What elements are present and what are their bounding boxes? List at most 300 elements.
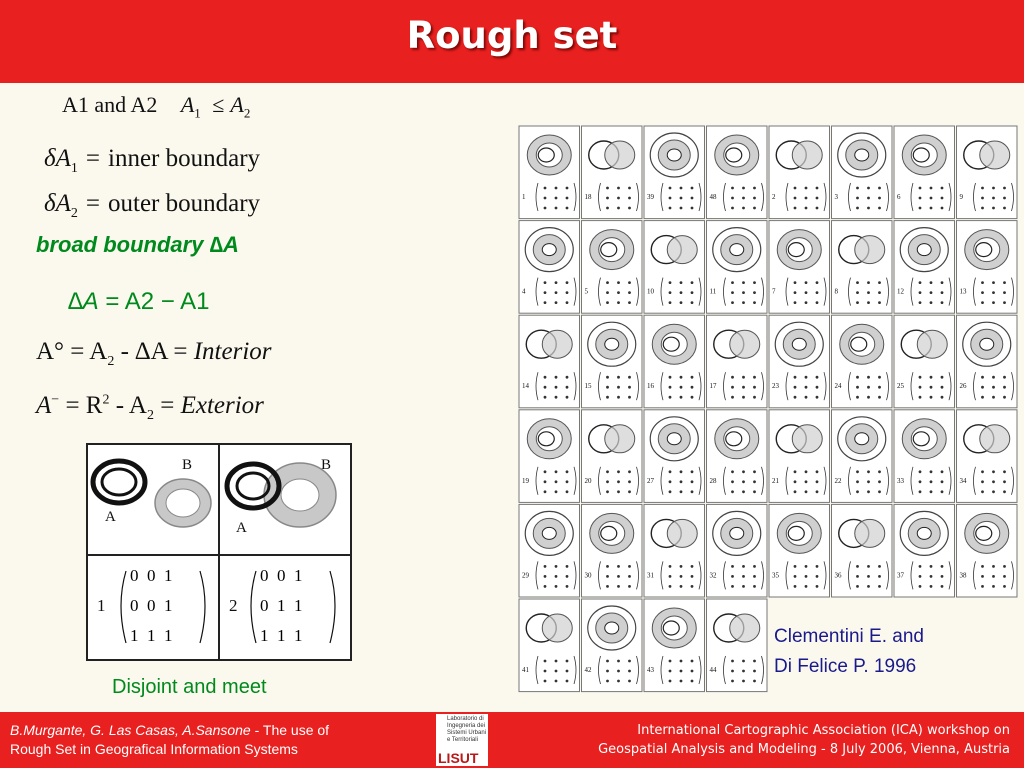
matrix-entry (878, 301, 881, 304)
inner-boundary-text: inner boundary (108, 145, 261, 172)
relation-number: 12 (897, 287, 904, 296)
interior-text: Interior (193, 338, 272, 365)
matrix-entry (680, 660, 683, 663)
matrix-entry (669, 301, 672, 304)
relation-cell (707, 599, 768, 692)
matrix-entry (930, 585, 933, 588)
matrix-entry (992, 575, 995, 578)
matrix-entry (731, 480, 734, 483)
region-b2-inner (281, 479, 319, 511)
matrix-entry (753, 396, 756, 399)
matrix-entry (794, 291, 797, 294)
relation-cell (582, 126, 643, 219)
matrix-entry (878, 187, 881, 190)
matrix-entry (628, 301, 631, 304)
matrix-entry (742, 301, 745, 304)
matrix-entry (628, 291, 631, 294)
matrix-entry (544, 670, 547, 673)
matrix-entry (628, 670, 631, 673)
matrix-entry (992, 396, 995, 399)
matrix-entry (544, 301, 547, 304)
matrix-entry (731, 660, 734, 663)
matrix-entry (680, 480, 683, 483)
matrix-entry (617, 670, 620, 673)
relation-number: 44 (709, 666, 717, 674)
relation-cell (582, 410, 643, 503)
matrix-entry (628, 197, 631, 200)
matrix-entry (544, 470, 547, 473)
relation-region-a (730, 244, 744, 256)
matrix-entry (816, 376, 819, 379)
matrix-entry (680, 376, 683, 379)
relation-cell (957, 410, 1018, 503)
matrix-entry (867, 281, 870, 284)
matrix-entry (992, 386, 995, 389)
matrix-entry (731, 575, 734, 578)
relation-region-a (605, 622, 619, 634)
matrix-entry (753, 187, 756, 190)
formula-text: A1 and A2 (62, 92, 158, 117)
matrix-entry (878, 575, 881, 578)
matrix-entry (930, 386, 933, 389)
matrix-entry (878, 480, 881, 483)
relation-region-b (730, 614, 760, 642)
matrix-entry (794, 585, 797, 588)
matrix-entry (878, 291, 881, 294)
matrix-entry (606, 187, 609, 190)
matrix-entry (731, 490, 734, 493)
matrix-entry (816, 480, 819, 483)
matrix-1-row-2: 0 0 1 (130, 596, 173, 615)
matrix-entry (919, 565, 922, 568)
matrix-entry (669, 281, 672, 284)
matrix-entry (805, 480, 808, 483)
matrix-entry (566, 301, 569, 304)
matrix-entry (742, 480, 745, 483)
relation-number: 4 (522, 287, 526, 296)
matrix-entry (794, 565, 797, 568)
matrix-entry (680, 281, 683, 284)
matrix-entry (941, 396, 944, 399)
matrix-entry (691, 386, 694, 389)
matrix-entry (941, 585, 944, 588)
relation-region-b (730, 330, 760, 358)
matrix-entry (981, 207, 984, 210)
matrix-entry (669, 480, 672, 483)
relation-region-b-hole (661, 332, 687, 356)
relation-region-a (855, 433, 869, 445)
matrix-entry (566, 470, 569, 473)
matrix-entry (867, 575, 870, 578)
matrix-entry (691, 301, 694, 304)
relation-region-b-hole (661, 616, 687, 640)
relation-region-b-hole (724, 427, 750, 451)
matrix-entry (680, 490, 683, 493)
matrix-entry (992, 585, 995, 588)
matrix-entry (794, 396, 797, 399)
matrix-entry (691, 396, 694, 399)
relation-cell (832, 504, 893, 597)
matrix-entry (555, 470, 558, 473)
matrix-entry (617, 565, 620, 568)
relation-region-a (542, 244, 556, 256)
matrix-entry (566, 565, 569, 568)
relation-number: 13 (959, 287, 967, 296)
matrix-entry (606, 585, 609, 588)
matrix-entry (617, 207, 620, 210)
relation-region-b (605, 425, 635, 453)
logo-caption: Laboratorio di Ingegneria dei Sistemi Urbani e Territoriali (447, 716, 487, 743)
matrix-entry (816, 291, 819, 294)
relation-region-b-hole (911, 427, 937, 451)
matrix-entry (669, 197, 672, 200)
example-table (86, 443, 352, 661)
matrix-entry (680, 187, 683, 190)
matrix-entry (753, 680, 756, 683)
matrix-entry (691, 187, 694, 190)
matrix-entry (628, 585, 631, 588)
matrix-entry (1003, 207, 1006, 210)
matrix-entry (544, 291, 547, 294)
exterior-formula: $A^- = R^2 - A_2$ = Exterior (36, 392, 264, 423)
matrix-entry (856, 480, 859, 483)
matrix-entry (794, 376, 797, 379)
matrix-entry (555, 396, 558, 399)
formula-inner: $\delta A_1$ = inner boundary (44, 145, 261, 176)
broad-boundary-heading: broad boundary ∆A (36, 232, 239, 257)
relation-region-b-hole (786, 521, 812, 545)
matrix-entry (606, 396, 609, 399)
reference-line-1: Clementini E. and (774, 626, 924, 647)
matrix-entry (555, 585, 558, 588)
relation-number: 32 (709, 571, 717, 580)
matrix-entry (992, 490, 995, 493)
matrix-entry (941, 376, 944, 379)
matrix-entry (930, 197, 933, 200)
matrix-entry (617, 575, 620, 578)
matrix-entry (878, 386, 881, 389)
relation-region-a (542, 527, 556, 539)
formula-outer: $\delta A_2$ = outer boundary (44, 190, 261, 221)
matrix-entry (731, 197, 734, 200)
matrix-entry (742, 470, 745, 473)
relation-number: 5 (584, 287, 588, 296)
relation-number: 21 (772, 476, 779, 485)
matrix-entry (555, 197, 558, 200)
matrix-entry (742, 291, 745, 294)
matrix-entry (867, 197, 870, 200)
matrix-entry (753, 660, 756, 663)
matrix-entry (566, 291, 569, 294)
matrix-entry (731, 207, 734, 210)
region-a2-inner (237, 473, 269, 499)
matrix-entry (805, 565, 808, 568)
matrix-entry (794, 197, 797, 200)
relation-region-b-hole (536, 143, 562, 167)
matrix-entry (919, 386, 922, 389)
matrix-entry (544, 480, 547, 483)
matrix-entry (753, 565, 756, 568)
relation-number: 35 (772, 571, 779, 580)
matrix-entry (606, 670, 609, 673)
matrix-entry (816, 585, 819, 588)
matrix-entry (919, 291, 922, 294)
matrix-entry (992, 565, 995, 568)
footer-bar (0, 712, 1024, 768)
matrix-entry (691, 670, 694, 673)
reference-citation (774, 622, 924, 682)
matrix-entry (606, 376, 609, 379)
relation-region-b (792, 141, 822, 169)
relation-number: 3 (834, 193, 838, 201)
matrix-entry (816, 207, 819, 210)
region-a-inner (102, 469, 136, 495)
matrix-entry (544, 660, 547, 663)
matrix-entry (816, 301, 819, 304)
matrix-entry (669, 396, 672, 399)
matrix-entry (617, 660, 620, 663)
relation-region-a (855, 149, 869, 161)
footer-title-start: - The use of (250, 722, 330, 738)
matrix-entry (794, 301, 797, 304)
matrix-entry (566, 490, 569, 493)
matrix-entry (742, 281, 745, 284)
matrix-entry (731, 376, 734, 379)
label-b-2: B (321, 457, 332, 473)
matrix-entry (1003, 386, 1006, 389)
relation-region-b-hole (536, 427, 562, 451)
matrix-entry (617, 301, 620, 304)
matrix-entry (742, 575, 745, 578)
matrix-entry (680, 197, 683, 200)
relation-number: 29 (522, 571, 529, 580)
matrix-entry (805, 281, 808, 284)
matrix-2-row-1: 0 0 1 (260, 566, 303, 585)
matrix-entry (878, 585, 881, 588)
relation-number: 26 (959, 382, 967, 391)
matrix-entry (691, 575, 694, 578)
matrix-entry (941, 281, 944, 284)
matrix-entry (981, 291, 984, 294)
matrix-entry (805, 490, 808, 493)
logo-mark: LISUT (438, 750, 479, 766)
matrix-entry (606, 480, 609, 483)
matrix-entry (555, 207, 558, 210)
matrix-entry (981, 301, 984, 304)
relation-number: 38 (959, 571, 967, 580)
matrix-entry (606, 207, 609, 210)
footer-event-line-1: International Cartographic Association (ICA) workshop on (637, 723, 1010, 738)
matrix-entry (867, 187, 870, 190)
relation-region-b (667, 236, 697, 264)
relation-number: 2 (772, 193, 776, 201)
matrix-entry (805, 575, 808, 578)
matrix-entry (566, 197, 569, 200)
matrix-entry (805, 376, 808, 379)
relation-number: 36 (834, 571, 842, 580)
matrix-entry (805, 386, 808, 389)
matrix-1-number: 1 (97, 596, 106, 615)
matrix-entry (628, 490, 631, 493)
matrix-entry (606, 565, 609, 568)
matrix-entry (606, 490, 609, 493)
matrix-entry (742, 187, 745, 190)
relations-grid-drawing (518, 125, 1018, 693)
relation-number: 27 (647, 476, 654, 485)
matrix-entry (669, 565, 672, 568)
matrix-entry (794, 187, 797, 190)
matrix-entry (691, 490, 694, 493)
relation-number: 15 (584, 382, 592, 391)
matrix-entry (544, 680, 547, 683)
matrix-entry (555, 480, 558, 483)
matrix-entry (617, 197, 620, 200)
matrix-entry (867, 585, 870, 588)
relation-region-b-hole (724, 143, 750, 167)
relation-number: 6 (897, 193, 901, 201)
matrix-entry (930, 291, 933, 294)
label-a-2: A (236, 520, 247, 536)
matrix-entry (691, 470, 694, 473)
relation-region-b (667, 519, 697, 547)
label-b-1: B (182, 457, 193, 473)
matrix-entry (680, 585, 683, 588)
matrix-entry (680, 396, 683, 399)
relation-number: 42 (584, 666, 592, 674)
relation-region-b-hole (786, 238, 812, 262)
matrix-entry (617, 490, 620, 493)
relation-region-b-hole (599, 521, 625, 545)
matrix-entry (628, 470, 631, 473)
matrix-entry (816, 281, 819, 284)
matrix-entry (606, 470, 609, 473)
relation-cell (644, 221, 705, 314)
relation-number: 16 (647, 382, 654, 391)
matrix-2-number: 2 (229, 596, 238, 615)
relations-grid (518, 125, 1018, 693)
matrix-entry (878, 376, 881, 379)
matrix-entry (691, 197, 694, 200)
matrix-entry (731, 396, 734, 399)
matrix-entry (617, 470, 620, 473)
matrix-entry (981, 565, 984, 568)
matrix-entry (753, 470, 756, 473)
relation-number: 33 (897, 476, 904, 485)
matrix-entry (628, 480, 631, 483)
matrix-entry (680, 565, 683, 568)
matrix-entry (544, 187, 547, 190)
matrix-entry (680, 680, 683, 683)
relation-number: 18 (584, 193, 592, 201)
matrix-entry (805, 470, 808, 473)
matrix-entry (794, 480, 797, 483)
matrix-entry (981, 376, 984, 379)
relation-region-b (855, 236, 885, 264)
relation-cell (769, 126, 830, 219)
matrix-entry (856, 281, 859, 284)
matrix-entry (794, 207, 797, 210)
matrix-entry (566, 386, 569, 389)
matrix-entry (566, 207, 569, 210)
matrix-entry (816, 470, 819, 473)
matrix-entry (1003, 565, 1006, 568)
relation-region-a (667, 433, 681, 445)
relation-region-b (980, 141, 1010, 169)
matrix-entry (1003, 575, 1006, 578)
matrix-entry (919, 490, 922, 493)
matrix-entry (628, 207, 631, 210)
matrix-entry (941, 207, 944, 210)
matrix-entry (742, 660, 745, 663)
matrix-entry (753, 575, 756, 578)
matrix-entry (919, 480, 922, 483)
matrix-entry (669, 187, 672, 190)
matrix-entry (555, 680, 558, 683)
matrix-entry (742, 680, 745, 683)
matrix-entry (1003, 470, 1006, 473)
delta-formula: ∆A = A2 − A1 (68, 288, 210, 315)
matrix-entry (628, 281, 631, 284)
matrix-entry (628, 376, 631, 379)
matrix-entry (731, 386, 734, 389)
matrix-entry (731, 680, 734, 683)
label-a-1: A (105, 509, 116, 525)
matrix-entry (555, 291, 558, 294)
relation-cell (519, 315, 580, 408)
matrix-entry (731, 187, 734, 190)
relation-number: 1 (522, 193, 526, 201)
matrix-entry (856, 396, 859, 399)
matrix-entry (867, 480, 870, 483)
matrix-entry (680, 386, 683, 389)
matrix-entry (981, 187, 984, 190)
matrix-entry (794, 281, 797, 284)
example-drawing (88, 445, 350, 659)
footer-left (10, 721, 329, 759)
matrix-entry (606, 291, 609, 294)
matrix-entry (555, 660, 558, 663)
matrix-entry (941, 490, 944, 493)
matrix-entry (628, 680, 631, 683)
matrix-entry (680, 207, 683, 210)
reference-line-2: Di Felice P. 1996 (774, 656, 917, 677)
matrix-entry (856, 386, 859, 389)
relation-region-a (667, 149, 681, 161)
matrix-entry (606, 301, 609, 304)
outer-boundary-text: outer boundary (108, 190, 261, 217)
matrix-entry (555, 386, 558, 389)
matrix-entry (867, 396, 870, 399)
matrix-entry (680, 575, 683, 578)
matrix-entry (566, 680, 569, 683)
matrix-entry (753, 207, 756, 210)
matrix-entry (930, 575, 933, 578)
matrix-entry (555, 575, 558, 578)
matrix-entry (691, 660, 694, 663)
relation-region-a (980, 338, 994, 350)
relation-number: 31 (647, 571, 654, 580)
matrix-entry (805, 585, 808, 588)
matrix-entry (753, 376, 756, 379)
matrix-entry (919, 281, 922, 284)
matrix-entry (930, 281, 933, 284)
matrix-entry (606, 575, 609, 578)
matrix-entry (606, 660, 609, 663)
matrix-entry (669, 575, 672, 578)
matrix-entry (691, 207, 694, 210)
matrix-entry (981, 575, 984, 578)
matrix-entry (856, 291, 859, 294)
